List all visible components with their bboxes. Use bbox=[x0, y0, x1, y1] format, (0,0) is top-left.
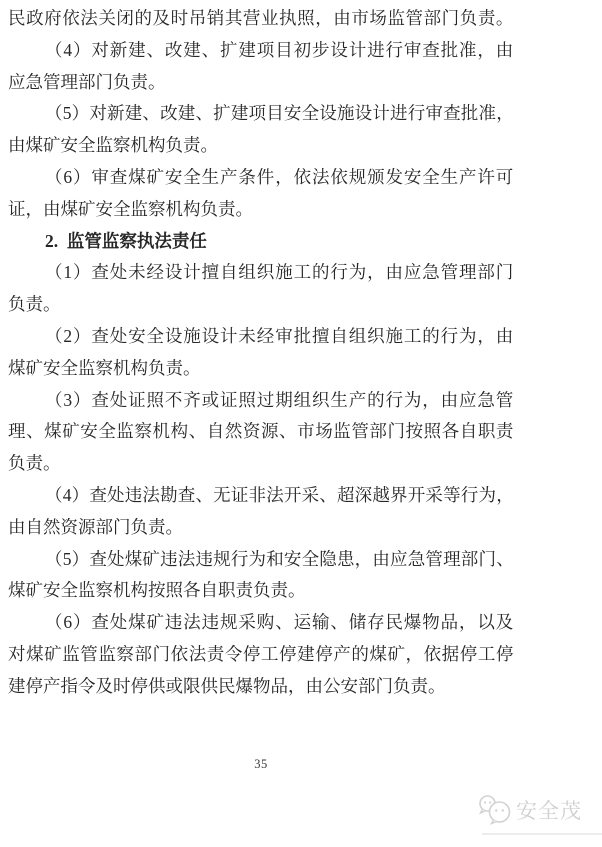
text-line: 2. 监管监察执法责任 bbox=[45, 230, 207, 251]
watermark-underline bbox=[482, 833, 602, 835]
text-line: （3）查处证照不齐或证照过期组织生产的行为，由应急管 bbox=[45, 389, 515, 410]
text-line: （6）查处煤矿违法违规采购、运输、储存民爆物品，以及 bbox=[45, 612, 515, 633]
text-line: 煤矿安全监察机构按照各自职责负责。 bbox=[8, 580, 306, 601]
watermark bbox=[477, 794, 582, 825]
text-line: 证，由煤矿安全监察机构负责。 bbox=[8, 198, 253, 219]
text-line: （1）查处未经设计擅自组织施工的行为，由应急管理部门 bbox=[45, 262, 515, 283]
text-line: 负责。 bbox=[8, 453, 61, 474]
watermark-label: 安全茂 bbox=[516, 799, 582, 823]
text-line: （4）对新建、改建、扩建项目初步设计进行审查批准，由 bbox=[45, 39, 515, 60]
text-line: 民政府依法关闭的及时吊销其营业执照，由市场监管部门负责。 bbox=[8, 8, 514, 28]
text-line: 负责。 bbox=[8, 294, 61, 315]
text-line: （5）查处煤矿违法违规行为和安全隐患，由应急管理部门、 bbox=[45, 548, 514, 569]
text-line: （5）对新建、改建、扩建项目安全设施设计进行审查批准， bbox=[45, 103, 514, 124]
text-block bbox=[8, 3, 514, 703]
text-line: 理、煤矿安全监察机构、自然资源、市场监管部门按照各自职责 bbox=[8, 421, 514, 442]
text-line: 应急管理部门负责。 bbox=[8, 71, 166, 92]
wechat-icon bbox=[477, 794, 513, 825]
page-number: 35 bbox=[254, 757, 268, 771]
text-line: 煤矿安全监察机构负责。 bbox=[8, 357, 201, 378]
text-line: 由煤矿安全监察机构负责。 bbox=[8, 135, 218, 156]
text-line: 对煤矿监管监察部门依法责令停工停建停产的煤矿，依据停工停 bbox=[8, 643, 514, 664]
text-line: 建停产指令及时停供或限供民爆物品，由公安部门负责。 bbox=[8, 675, 446, 696]
text-line: （4）查处违法勘查、无证非法开采、超深越界开采等行为， bbox=[45, 484, 514, 505]
text-line: （6）审查煤矿安全生产条件，依法依规颁发安全生产许可 bbox=[45, 166, 515, 187]
text-line: （2）查处安全设施设计未经审批擅自组织施工的行为，由 bbox=[45, 325, 515, 346]
text-line: 由自然资源部门负责。 bbox=[8, 516, 183, 537]
